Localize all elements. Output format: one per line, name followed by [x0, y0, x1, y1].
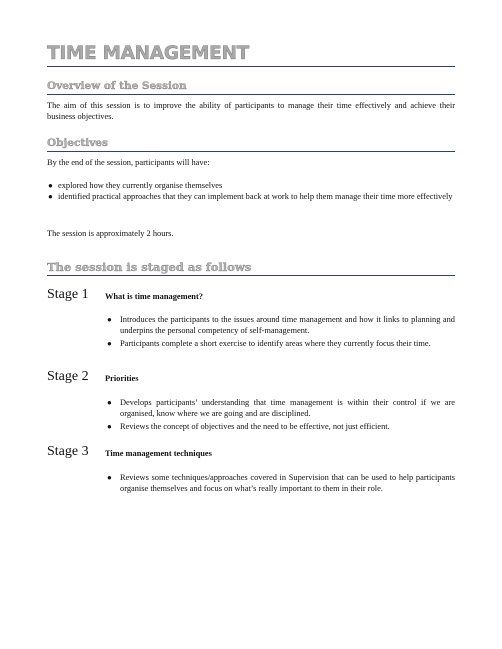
- stage-2-label: Stage 2: [47, 369, 89, 384]
- list-item: ● identified practical approaches that they can implement back at work to help them manage their time more effectively: [48, 192, 453, 202]
- stage-1-list: [106, 314, 455, 352]
- list-item: ● explored how they currently organise themselves: [48, 181, 223, 190]
- bullet-icon: ●: [48, 181, 53, 190]
- stage-2-list: [106, 397, 455, 435]
- stage-1-title: What is time management?: [105, 292, 203, 301]
- page-title: TIME MANAGEMENT: [47, 44, 455, 67]
- stage-1-label: Stage 1: [47, 287, 89, 302]
- overview-heading: Overview of the Session: [47, 80, 455, 95]
- staging-heading: The session is staged as follows: [47, 261, 455, 276]
- list-item: ● Introduces the participants to the issues around time management and how it links to planning and underpins the personal competency of self-management.: [107, 315, 455, 336]
- list-item: ● Reviews the concept of objectives and the need to be effective, not just efficient.: [107, 422, 390, 432]
- objectives-intro: By the end of the session, participants will have:: [47, 158, 210, 167]
- stage-3-title: Time management techniques: [105, 449, 212, 458]
- stage-3-list: [106, 472, 455, 496]
- bullet-icon: ●: [107, 339, 112, 349]
- list-item: ● Participants complete a short exercise to identify areas where they currently focus their time.: [107, 339, 431, 349]
- objectives-list: [47, 180, 455, 202]
- objectives-heading: Objectives: [47, 137, 455, 152]
- list-item: ● Reviews some techniques/approaches covered in Supervision that can be used to help participants organise themselves and focus on what’s really important to them in their role.: [107, 473, 455, 494]
- overview-text: The aim of this session is to improve the ability of participants to manage their time effectively and achieve their business objectives.: [47, 101, 455, 122]
- list-item: ● Develops participants’ understanding that time management is within their control if we are organised, know where we are going and are disciplined.: [107, 398, 455, 419]
- duration-text: The session is approximately 2 hours.: [47, 229, 174, 238]
- stage-2-title: Priorities: [105, 374, 139, 383]
- stage-3-label: Stage 3: [47, 444, 89, 459]
- bullet-icon: ●: [107, 315, 112, 324]
- bullet-icon: ●: [107, 473, 112, 482]
- bullet-icon: ●: [107, 398, 112, 407]
- bullet-icon: ●: [107, 422, 112, 432]
- bullet-icon: ●: [48, 192, 53, 202]
